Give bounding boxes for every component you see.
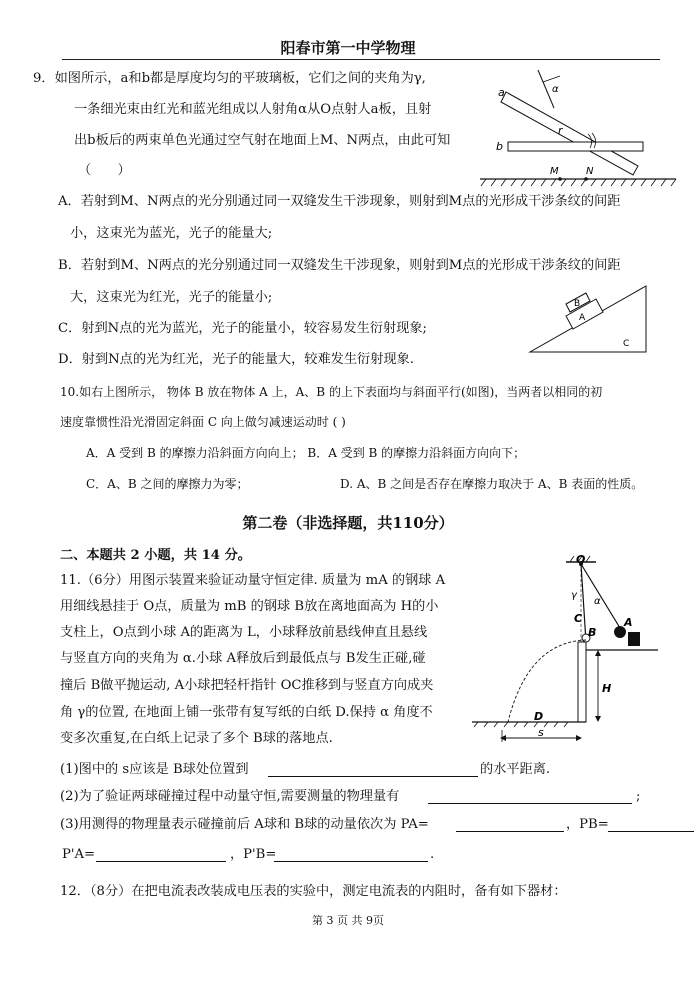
q10-line-1: 10.如右上图所示， 物体 B 放在物体 A 上，A、B 的上下表面均与斜面平行(如图)，当两者以相同的初 [60,385,603,399]
q11-line-4: 与竖直方向的夹角为 α.小球 A释放后到最低点与 B发生正碰,碰 [60,651,426,666]
q11-pb-prime-blank[interactable] [274,861,428,862]
label-ball-a: A [624,616,633,629]
label-N: N [586,166,594,177]
normal-line [543,76,560,82]
q9-option-c: C．射到N点的光为蓝光，光子的能量小，较容易发生衍射现象; [58,321,427,336]
stop-block [628,632,640,646]
q9-glass-plates-figure [478,62,678,188]
label-gamma: γ [571,590,577,601]
q9-line-1: 9．如图所示，a和b都是厚度均匀的平玻璃板，它们之间的夹角为γ, [33,71,426,86]
q9-option-b-line-1: B．若射到M、N两点的光分别通过同一双缝发生干涉现象，则射到M点的光形成干涉条纹的间距 [58,258,621,273]
label-a: a [498,86,505,99]
q11-line-5: 撞后 B做平抛运动, A小球把轻杆指针 OC推移到与竖直方向成夹 [60,678,434,693]
q11-pa-prime-blank[interactable] [96,861,226,862]
label-alpha: α [552,84,559,95]
q11-sub2-answer-blank[interactable] [428,803,632,804]
label-incline-c: C [623,339,630,349]
section-2-title: 第二卷（非选择题，共110分） [242,514,454,532]
header-divider [62,59,660,60]
q11-line-1: 11.（6分）用图示装置来验证动量守恒定律. 质量为 mA 的钢球 A [60,573,446,588]
q11-pa-prime-label: P'A= [62,847,96,862]
q11-line-7: 变多次重复,在白纸上记录了多个 B球的落地点. [60,731,333,746]
trajectory [508,640,586,722]
section-2-part-heading: 二、本题共 2 小题，共 14 分。 [60,548,251,563]
label-s: s [538,726,544,739]
page-header-title: 阳春市第一中学物理 [280,39,416,57]
q11-sub1-answer-blank[interactable] [268,776,478,777]
q9-option-a-line-2: 小，这束光为蓝光，光子的能量大; [70,226,273,241]
q10-option-c: C．A、B 之间的摩擦力为零； [86,477,249,491]
label-d: D [534,710,544,723]
q9-line-2: 一条细光束由红光和蓝光组成以人射角α从O点射人a板，且射 [74,102,432,117]
label-c: C [574,612,583,625]
q10-line-2: 速度靠惯性沿光滑固定斜面 C 向上做匀减速运动时 ( ) [60,415,346,429]
label-o: O [576,553,586,566]
q11-pb-blank[interactable] [608,831,694,832]
q11-sub3-end: . [430,847,435,862]
q11-line-2: 用细线悬挂于 O点，质量为 mB 的钢球 B放在离地面高为 H的小 [60,599,439,614]
pointer-oc [581,564,586,642]
page-number: 第 3 页 共 9页 [312,914,384,927]
ground-hatching [481,179,676,186]
q9-answer-bracket: （ ） [78,163,131,178]
q11-pb-label: ，PB= [566,817,609,832]
glass-plate-b [508,142,643,151]
q10-option-d: D. A、B 之间是否存在摩擦力取决于 A、B 表面的性质。 [340,477,644,491]
q9-option-d: D．射到N点的光为红光，光子的能量大，较难发生衍射现象. [58,352,414,367]
glass-plate-a [501,92,638,175]
q9-option-b-line-2: 大，这束光为红光，光子的能量小; [70,290,273,305]
q11-sub3-text: (3)用测得的物理量表示碰撞前后 A球和 B球的动量依次为 PA= [60,817,429,832]
q11-sub1-prefix: (1)图中的 s应该是 B球处位置到 [60,762,249,777]
q9-option-a-line-1: A．若射到M、N两点的光分别通过同一双缝发生干涉现象，则射到M点的光形成干涉条纹的间距 [58,194,621,209]
label-b: b [496,140,503,153]
label-M: M [550,166,559,177]
q11-pendulum-figure [468,552,662,744]
label-r: r [558,124,563,137]
q10-options-ab: A．A 受到 B 的摩擦力沿斜面方向向上； B．A 受到 B 的摩擦力沿斜面方向向下； [86,446,526,460]
q11-pa-blank[interactable] [456,831,564,832]
support-post [578,642,586,722]
q11-line-3: 支柱上，O点到小球 A的距离为 L，小球释放前悬线伸直且悬线 [60,625,428,640]
label-block-a: A [579,313,586,323]
q11-sub1-suffix: 的水平距离. [480,762,551,777]
q11-sub2-end: ; [636,789,641,804]
label-alpha-11: α [594,596,601,607]
q11-sub2-text: (2)为了验证两球碰撞过程中动量守恒,需要测量的物理量有 [60,789,400,804]
q12-line: 12．（8分）在把电流表改装成电压表的实验中，测定电流表的内阻时，备有如下器材： [60,884,567,899]
label-block-b: B [574,299,581,309]
label-ball-b: B [588,626,597,639]
q11-line-6: 角 γ的位置, 在地面上铺一张带有复写纸的白纸 D.保持 α 角度不 [60,705,433,720]
q11-pb-prime-label: ，P'B= [230,847,277,862]
label-h: H [602,682,612,695]
q9-line-3: 出b板后的两束单色光通过空气射在地面上M、N两点，由此可知 [74,133,451,148]
q10-incline-figure [526,280,652,356]
